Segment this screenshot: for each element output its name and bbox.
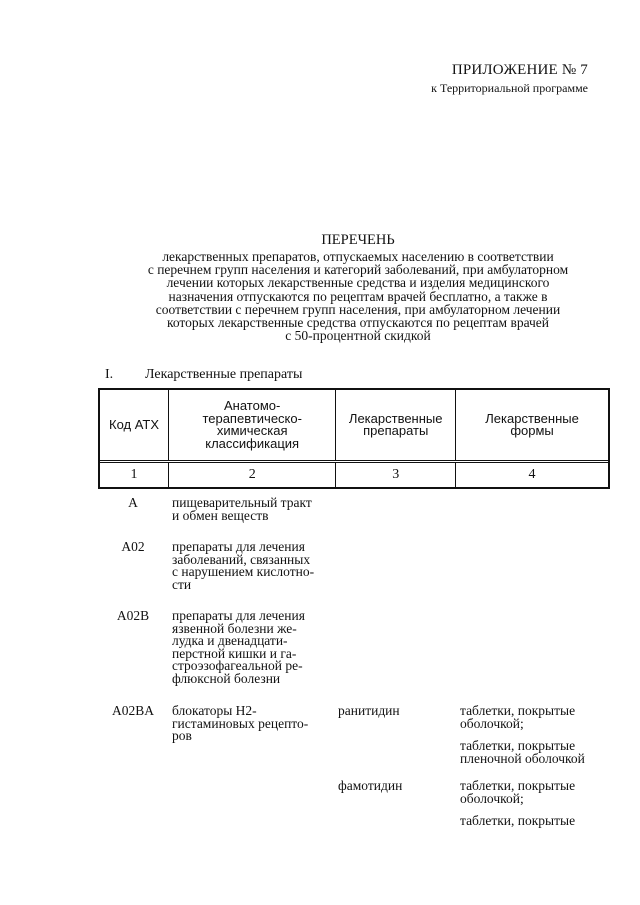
row-code: A02 [121,539,145,554]
row-classification: блокаторы H2- гистаминовых рецепто- ров [172,703,309,744]
row-code: A02B [116,608,150,623]
row-classification: препараты для лечения язвенной болезни же- лудка и двенадцати- перстной кишки и га- строэзофагеальной ре- флюксной болезни [172,608,305,686]
drugs-table-header [98,388,610,489]
row-drug: фамотидин [338,778,403,793]
dosage-form: таблетки, покрытые пленочной оболочкой [460,738,585,766]
row-code: A [128,495,138,510]
document-title: ПЕРЕЧЕНЬ [321,232,395,248]
row-code: A02BA [111,703,154,718]
row-drug: ранитидин [338,703,400,718]
column-number: 2 [169,463,336,489]
row-classification: препараты для лечения заболеваний, связанных с нарушением кислотно- сти [172,539,315,592]
document-description: лекарственных препаратов, отпускаемых населению в соответствии с перечнем групп населения и категорий заболеваний, при амбулаторном лечении которых лекарственные средства и изделия медицинского назначения отпускаются по рецептам врачей бесплатно, а также в соответствии с перечнем групп населения, при амбулаторном лечении которых лекарственные средства отпускаются по рецептам врачей с 50-процентной скидкой [147,249,569,344]
row-forms [460,780,610,838]
dosage-form: таблетки, покрытые [460,813,576,829]
header-classification: Анатомо- терапевтическо- химическая классификация [169,389,336,461]
header-code: Код АТХ [99,389,169,461]
column-number: 1 [99,463,169,489]
dosage-form: таблетки, покрытые оболочкой; [460,703,576,731]
dosage-form: таблетки, покрытые оболочкой; [460,778,576,806]
row-forms [460,705,610,775]
column-number: 4 [456,463,609,489]
section-title: Лекарственные препараты [145,367,303,382]
section-number: I. [105,367,114,382]
header-forms: Лекарственные формы [456,389,609,461]
column-number: 3 [336,463,456,489]
appendix-header [431,62,588,96]
appendix-title: ПРИЛОЖЕНИЕ № 7 [451,62,588,78]
header-drugs: Лекарственные препараты [336,389,456,461]
appendix-subtitle: к Территориальной программе [431,81,588,95]
row-classification: пищеварительный тракт и обмен веществ [172,495,312,523]
